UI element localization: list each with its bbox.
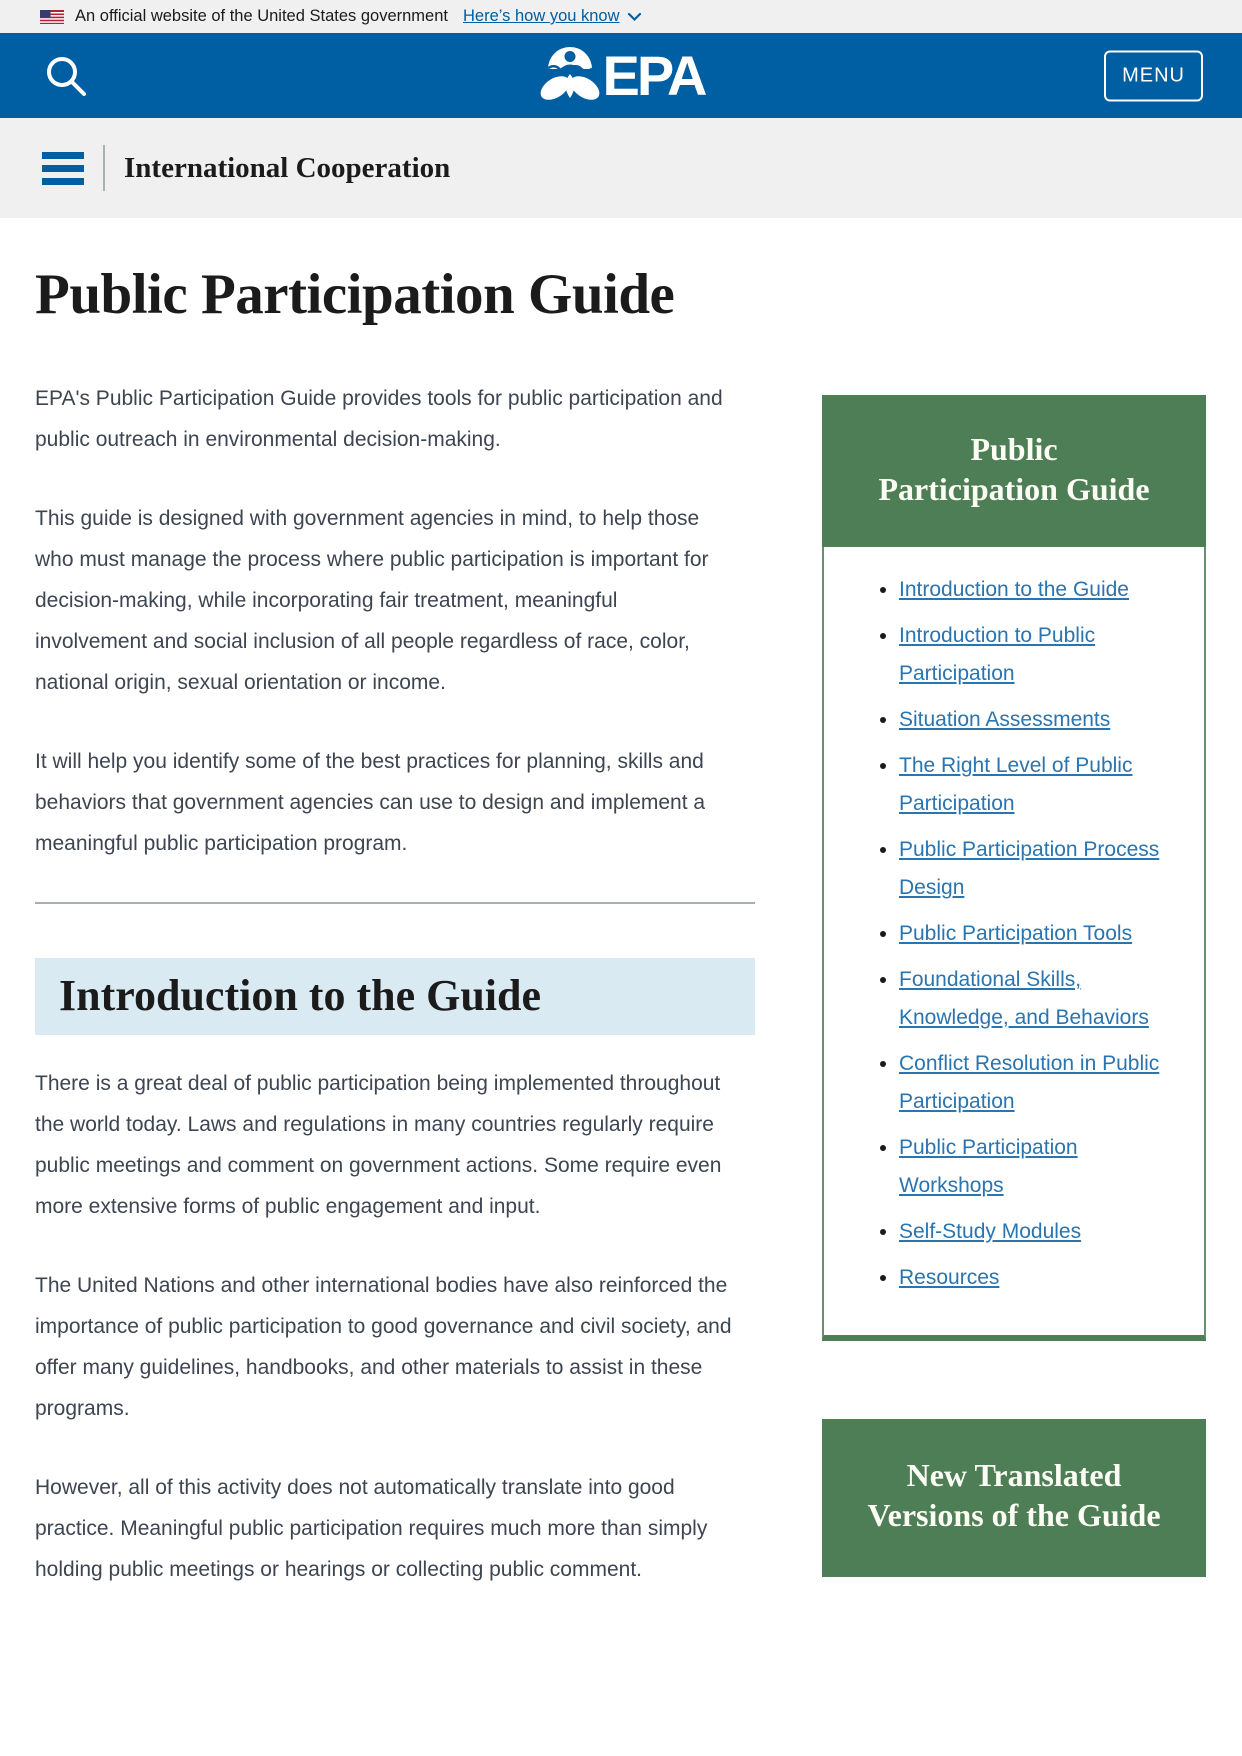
guide-nav-list — [824, 571, 1188, 1297]
sidebar-link-resources[interactable]: Resources — [899, 1266, 1000, 1289]
main-content — [0, 218, 1242, 1628]
banner-text: An official website of the United States government — [75, 7, 448, 25]
list-item — [899, 747, 1188, 823]
sidebar-link-introduction-to-public-participation[interactable]: Introduction to Public Participation — [899, 624, 1096, 685]
guide-nav-box — [822, 395, 1206, 1341]
breadcrumb-divider — [103, 145, 105, 191]
section-divider — [35, 902, 755, 904]
list-item — [899, 1259, 1188, 1297]
list-item — [899, 617, 1188, 693]
banner-link-label: Here’s how you know — [463, 7, 620, 25]
list-item — [899, 961, 1188, 1037]
epa-logo-symbol — [538, 44, 602, 108]
translated-versions-box: New Translated Versions of the Guide — [822, 1419, 1206, 1577]
epa-logo-text: EPA — [602, 43, 705, 107]
page-title: Public Participation Guide — [35, 263, 675, 326]
list-item — [899, 1045, 1188, 1121]
menu-button[interactable]: MENU — [1104, 50, 1203, 101]
search-icon[interactable] — [42, 52, 90, 100]
sidebar-link-self-study-modules[interactable]: Self-Study Modules — [899, 1220, 1082, 1243]
intro-paragraph: This guide is designed with government agencies in mind, to help those who must manage the process where public participation is important for decision-making, while incorporating fair treatment, meaningful involvement and social inclusion of all people regardless of race, color, national origin, sexual orientation or income. — [35, 506, 709, 694]
intro-paragraph: It will help you identify some of the best practices for planning, skills and behaviors that government agencies can use to design and implement a meaningful public participation program. — [35, 749, 706, 855]
sidebar-link-workshops[interactable]: Public Participation Workshops — [899, 1136, 1078, 1197]
site-header — [0, 33, 1242, 118]
guide-nav-title: Public Participation Guide — [822, 395, 1206, 547]
sidebar-link-introduction-to-the-guide[interactable]: Introduction to the Guide — [899, 578, 1129, 601]
sidebar-link-conflict-resolution[interactable]: Conflict Resolution in Public Participation — [899, 1052, 1160, 1113]
section-paragraph: There is a great deal of public participation being implemented throughout the world today. Laws and regulations in many countries regularly require public meetings and comment on government actions. Some require even more extensive forms of public engagement and input. — [35, 1072, 722, 1219]
epa-logo[interactable] — [538, 44, 705, 108]
sidebar-link-foundational-skills[interactable]: Foundational Skills, Knowledge, and Behaviors — [899, 968, 1149, 1029]
list-item — [899, 1213, 1188, 1251]
sidebar-link-tools[interactable]: Public Participation Tools — [899, 922, 1133, 945]
sidebar — [822, 395, 1206, 1577]
breadcrumb-label[interactable]: International Cooperation — [124, 151, 451, 184]
list-item — [899, 831, 1188, 907]
list-item — [899, 571, 1188, 609]
heres-how-you-know-link[interactable] — [463, 7, 642, 26]
section-paragraph: However, all of this activity does not automatically translate into good practice. Meaningful public participation requires much more than simply holding public meetings or hearings or collecting public comment. — [35, 1476, 708, 1582]
gov-banner — [0, 0, 1242, 33]
list-item — [899, 701, 1188, 739]
list-item — [899, 915, 1188, 953]
guide-nav-list-container — [822, 547, 1206, 1341]
sidebar-link-right-level-of-public-participation[interactable]: The Right Level of Public Participation — [899, 754, 1133, 815]
section-heading: Introduction to the Guide — [35, 958, 755, 1036]
breadcrumb — [0, 118, 1242, 218]
chevron-down-icon — [627, 12, 642, 22]
section-paragraph: The United Nations and other international bodies have also reinforced the importance of public participation to good governance and civil society, and offer many guidelines, handbooks, and other materials to assist in these programs. — [35, 1274, 732, 1421]
sidebar-link-process-design[interactable]: Public Participation Process Design — [899, 838, 1160, 899]
intro-paragraph: EPA's Public Participation Guide provides tools for public participation and public outreach in environmental decision-making. — [35, 386, 723, 451]
hamburger-menu-icon[interactable] — [42, 152, 84, 185]
sidebar-link-situation-assessments[interactable]: Situation Assessments — [899, 708, 1111, 731]
list-item — [899, 1129, 1188, 1205]
us-flag-icon — [40, 10, 64, 24]
article-column — [35, 218, 755, 1628]
